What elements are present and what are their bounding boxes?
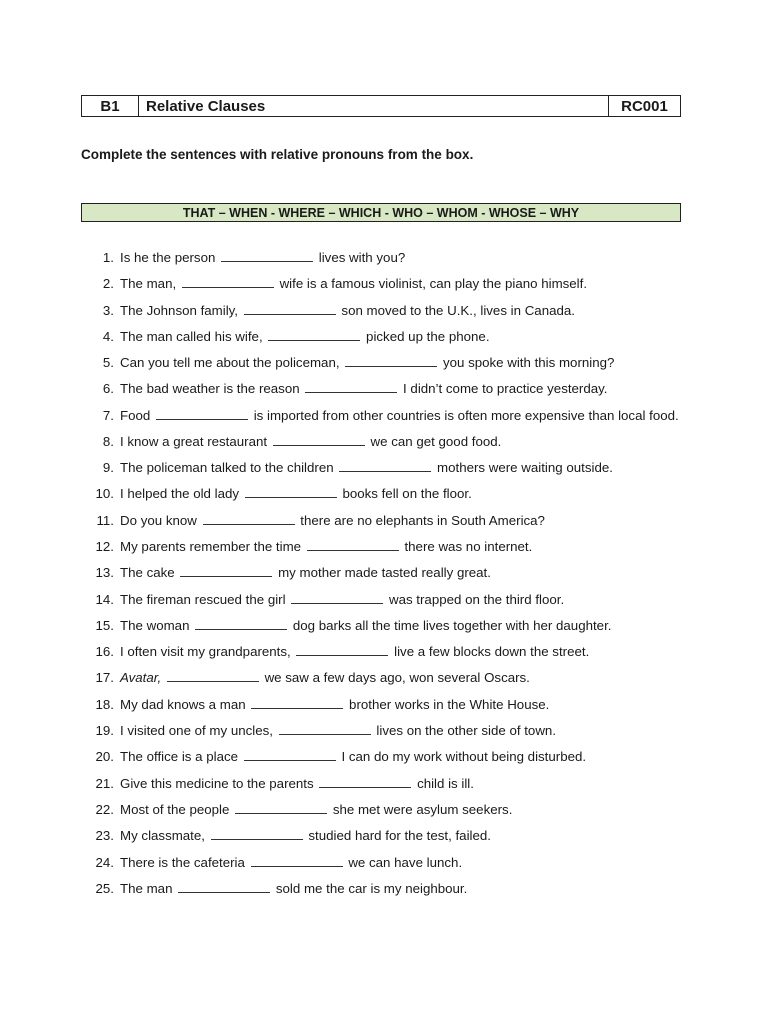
sentence-start: I visited one of my uncles, bbox=[120, 723, 273, 739]
word-box-text: THAT – WHEN - WHERE – WHICH - WHO – WHOM - WHOSE – WHY bbox=[182, 205, 580, 220]
sentence-start: The office is a place bbox=[120, 749, 239, 765]
sentence-end: mothers were waiting outside. bbox=[437, 460, 613, 476]
item-number: 8. bbox=[102, 433, 114, 449]
sentence-end: we can have lunch. bbox=[348, 854, 463, 870]
item-sentence bbox=[114, 407, 680, 424]
exercise-item bbox=[85, 302, 685, 319]
exercise-item bbox=[85, 275, 685, 292]
exercise-item bbox=[85, 564, 685, 581]
sentence-end: I can do my work without being disturbed. bbox=[341, 749, 587, 765]
sentence-start: The Johnson family, bbox=[120, 302, 239, 318]
sentence-start: My classmate, bbox=[120, 828, 205, 844]
answer-blank[interactable] bbox=[244, 750, 336, 761]
answer-blank[interactable] bbox=[221, 251, 313, 262]
item-number: 20. bbox=[95, 749, 114, 765]
item-number: 9. bbox=[102, 460, 114, 476]
answer-blank[interactable] bbox=[211, 829, 303, 840]
item-sentence bbox=[114, 380, 680, 397]
item-number: 24. bbox=[95, 854, 114, 870]
sentence-start: Give this medicine to the parents bbox=[120, 775, 314, 791]
sentence-start: The cake bbox=[120, 565, 175, 581]
exercise-item bbox=[85, 722, 685, 739]
item-sentence bbox=[114, 827, 680, 844]
sentence-start: Avatar, bbox=[120, 670, 162, 686]
answer-blank[interactable] bbox=[296, 645, 388, 656]
sentence-start: I know a great restaurant bbox=[120, 433, 268, 449]
sentence-end: brother works in the White House. bbox=[349, 696, 550, 712]
sentence-end: she met were asylum seekers. bbox=[332, 801, 513, 817]
answer-blank[interactable] bbox=[307, 540, 399, 551]
item-sentence bbox=[114, 643, 680, 660]
sentence-end: I didn’t come to practice yesterday. bbox=[403, 381, 608, 397]
exercise-item bbox=[85, 459, 685, 476]
worksheet-code: RC001 bbox=[608, 96, 680, 116]
exercise-item bbox=[85, 775, 685, 792]
item-sentence bbox=[114, 669, 680, 686]
sentence-start: The policeman talked to the children bbox=[120, 460, 334, 476]
sentence-end: lives with you? bbox=[318, 250, 406, 265]
sentence-start: The fireman rescued the girl bbox=[120, 591, 286, 607]
exercise-list bbox=[85, 249, 685, 906]
exercise-item bbox=[85, 669, 685, 686]
sentence-end: studied hard for the test, failed. bbox=[308, 828, 491, 844]
answer-blank[interactable] bbox=[319, 777, 411, 788]
answer-blank[interactable] bbox=[244, 304, 336, 315]
item-number: 22. bbox=[95, 801, 114, 817]
item-number: 3. bbox=[102, 302, 114, 318]
sentence-end: picked up the phone. bbox=[366, 328, 490, 344]
item-sentence bbox=[114, 591, 680, 608]
answer-blank[interactable] bbox=[273, 435, 365, 446]
exercise-item bbox=[85, 512, 685, 529]
sentence-end: we saw a few days ago, won several Oscars. bbox=[264, 670, 530, 686]
item-sentence bbox=[114, 433, 680, 450]
worksheet-header bbox=[81, 95, 681, 117]
exercise-item bbox=[85, 433, 685, 450]
sentence-start: Do you know bbox=[120, 512, 197, 528]
item-sentence bbox=[114, 880, 680, 897]
sentence-start: Food bbox=[120, 407, 151, 423]
exercise-item bbox=[85, 643, 685, 660]
item-number: 15. bbox=[95, 617, 114, 633]
answer-blank[interactable] bbox=[268, 330, 360, 341]
answer-blank[interactable] bbox=[235, 803, 327, 814]
answer-blank[interactable] bbox=[251, 856, 343, 867]
exercise-item bbox=[85, 249, 685, 266]
answer-blank[interactable] bbox=[180, 566, 272, 577]
sentence-end: we can get good food. bbox=[370, 433, 502, 449]
item-number: 17. bbox=[95, 670, 114, 686]
exercise-item bbox=[85, 617, 685, 634]
exercise-item bbox=[85, 485, 685, 502]
sentence-start: My parents remember the time bbox=[120, 538, 302, 554]
answer-blank[interactable] bbox=[156, 409, 248, 420]
answer-blank[interactable] bbox=[182, 277, 274, 288]
item-sentence bbox=[114, 249, 680, 266]
item-sentence bbox=[114, 564, 680, 581]
exercise-item bbox=[85, 801, 685, 818]
exercise-item bbox=[85, 328, 685, 345]
level-label: B1 bbox=[82, 96, 139, 116]
sentence-start: My dad knows a man bbox=[120, 696, 246, 712]
exercise-item bbox=[85, 748, 685, 765]
sentence-start: The man, bbox=[120, 276, 177, 292]
sentence-start: The man bbox=[120, 880, 173, 896]
exercise-item bbox=[85, 380, 685, 397]
sentence-start: The man called his wife, bbox=[120, 328, 263, 344]
sentence-end: there are no elephants in South America? bbox=[300, 512, 545, 528]
item-number: 12. bbox=[95, 538, 114, 554]
item-number: 4. bbox=[102, 328, 114, 344]
answer-blank[interactable] bbox=[251, 698, 343, 709]
item-sentence bbox=[114, 617, 680, 634]
sentence-end: son moved to the U.K., lives in Canada. bbox=[341, 302, 575, 318]
item-number: 11. bbox=[96, 512, 114, 528]
item-sentence bbox=[114, 775, 680, 792]
sentence-end: child is ill. bbox=[417, 775, 474, 791]
item-number: 23. bbox=[95, 828, 114, 844]
item-sentence bbox=[114, 854, 680, 871]
answer-blank[interactable] bbox=[305, 382, 397, 393]
sentence-end: books fell on the floor. bbox=[342, 486, 472, 502]
item-sentence bbox=[114, 302, 680, 319]
sentence-end: there was no internet. bbox=[404, 538, 533, 554]
sentence-end: live a few blocks down the street. bbox=[394, 644, 590, 660]
exercise-item bbox=[85, 354, 685, 371]
word-box bbox=[81, 203, 681, 222]
exercise-item bbox=[85, 407, 685, 424]
item-number: 19. bbox=[95, 723, 114, 739]
exercise-item bbox=[85, 696, 685, 713]
instruction-text: Complete the sentences with relative pronouns from the box. bbox=[81, 147, 474, 162]
sentence-end: was trapped on the third floor. bbox=[388, 591, 565, 607]
item-number: 10. bbox=[95, 486, 114, 502]
item-sentence bbox=[114, 485, 680, 502]
answer-blank[interactable] bbox=[291, 593, 383, 604]
sentence-start: Is he the person bbox=[120, 250, 216, 265]
sentence-end: is imported from other countries is often more expensive than local food. bbox=[253, 407, 679, 423]
item-number: 7. bbox=[102, 407, 114, 423]
exercise-item bbox=[85, 854, 685, 871]
sentence-end: my mother made tasted really great. bbox=[278, 565, 491, 581]
item-number: 25. bbox=[95, 880, 114, 896]
exercise-item bbox=[85, 538, 685, 555]
item-number: 13. bbox=[95, 565, 114, 581]
item-sentence bbox=[114, 459, 680, 476]
item-number: 6. bbox=[102, 381, 114, 397]
answer-blank[interactable] bbox=[245, 487, 337, 498]
sentence-start: Can you tell me about the policeman, bbox=[120, 355, 340, 371]
item-sentence bbox=[114, 748, 680, 765]
item-sentence bbox=[114, 801, 680, 818]
item-sentence bbox=[114, 328, 680, 345]
item-sentence bbox=[114, 538, 680, 555]
exercise-item bbox=[85, 827, 685, 844]
sentence-start: The woman bbox=[120, 617, 190, 633]
worksheet-title: Relative Clauses bbox=[146, 97, 266, 115]
sentence-end: dog barks all the time lives together with her daughter. bbox=[292, 617, 612, 633]
item-sentence bbox=[114, 512, 680, 529]
sentence-end: you spoke with this morning? bbox=[442, 355, 615, 371]
sentence-end: sold me the car is my neighbour. bbox=[275, 880, 468, 896]
item-sentence bbox=[114, 354, 680, 371]
item-number: 14. bbox=[95, 591, 114, 607]
sentence-end: wife is a famous violinist, can play the piano himself. bbox=[279, 276, 588, 292]
answer-blank[interactable] bbox=[279, 724, 371, 735]
item-number: 2. bbox=[102, 276, 114, 292]
item-number: 18. bbox=[95, 696, 114, 712]
exercise-item bbox=[85, 880, 685, 897]
exercise-item bbox=[85, 591, 685, 608]
answer-blank[interactable] bbox=[195, 619, 287, 630]
answer-blank[interactable] bbox=[167, 671, 259, 682]
item-sentence bbox=[114, 696, 680, 713]
answer-blank[interactable] bbox=[178, 882, 270, 893]
sentence-start: There is the cafeteria bbox=[120, 854, 245, 870]
sentence-start: I often visit my grandparents, bbox=[120, 644, 291, 660]
item-number: 16. bbox=[95, 644, 114, 660]
item-number: 21. bbox=[95, 775, 114, 791]
item-number: 5. bbox=[102, 355, 114, 371]
answer-blank[interactable] bbox=[203, 514, 295, 525]
sentence-start: Most of the people bbox=[120, 801, 230, 817]
answer-blank[interactable] bbox=[339, 461, 431, 472]
answer-blank[interactable] bbox=[345, 356, 437, 367]
sentence-start: I helped the old lady bbox=[120, 486, 240, 502]
item-sentence bbox=[114, 722, 680, 739]
sentence-end: lives on the other side of town. bbox=[376, 723, 557, 739]
item-number: 1. bbox=[102, 250, 114, 265]
item-sentence bbox=[114, 275, 680, 292]
sentence-start: The bad weather is the reason bbox=[120, 381, 300, 397]
